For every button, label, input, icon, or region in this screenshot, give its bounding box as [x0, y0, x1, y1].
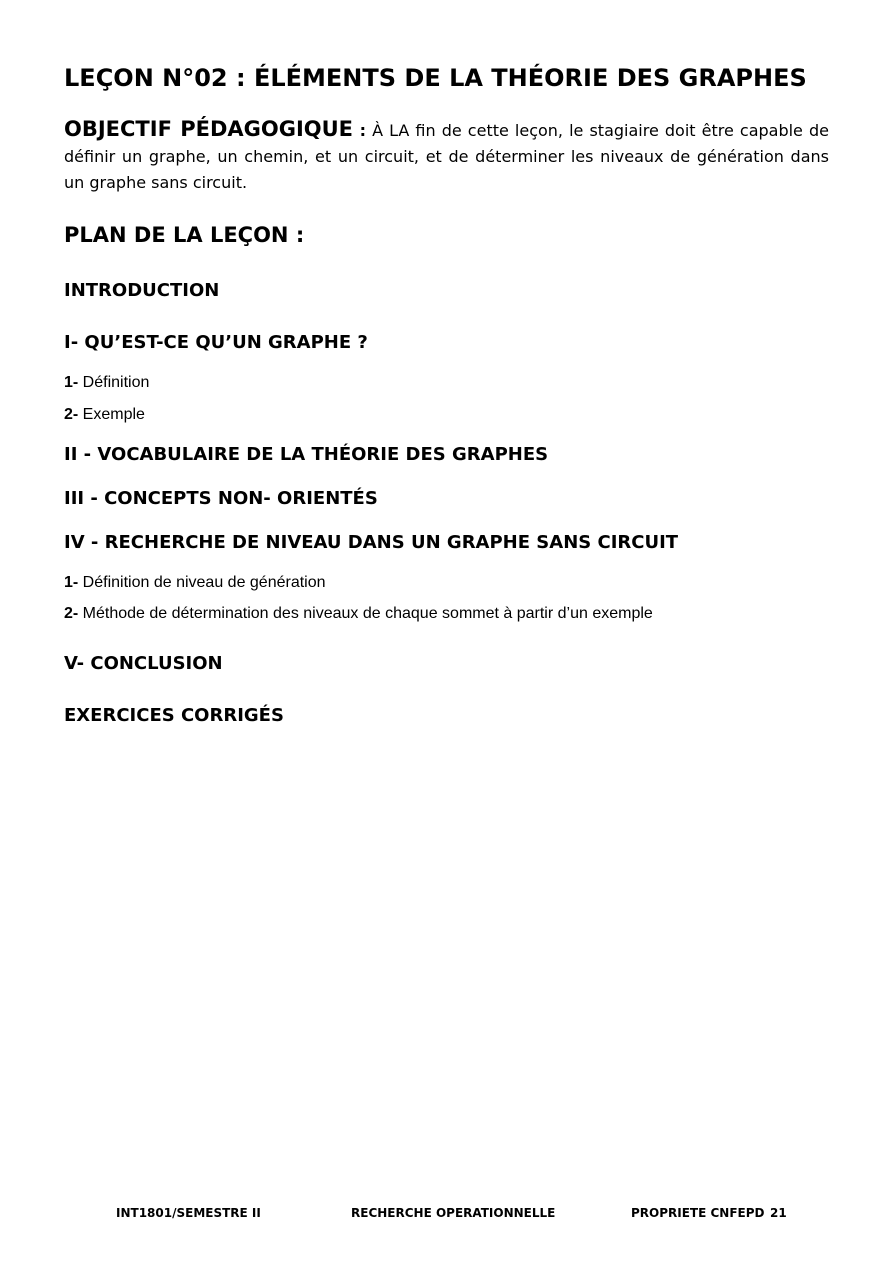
footer-course-code: INT1801/SEMESTRE II — [116, 1206, 261, 1220]
objective-label: OBJECTIF PÉDAGOGIQUE — [64, 117, 354, 141]
footer-page-number: 21 — [770, 1206, 787, 1220]
subitem-number: 1- — [64, 374, 79, 391]
plan-section-1: I- QU’EST-CE QU’UN GRAPHE ? — [64, 332, 368, 353]
plan-subitem — [64, 372, 829, 394]
plan-subitem — [64, 572, 829, 594]
footer-owner: PROPRIETE CNFEPD — [631, 1206, 765, 1220]
plan-section-4: IV - RECHERCHE DE NIVEAU DANS UN GRAPHE SANS CIRCUIT — [64, 532, 679, 553]
plan-title: PLAN DE LA LEÇON : — [64, 223, 305, 247]
lesson-objective — [64, 116, 829, 196]
lesson-content — [64, 60, 829, 729]
subitem-number: 2- — [64, 605, 79, 622]
plan-introduction: INTRODUCTION — [64, 280, 220, 301]
footer-course-name: RECHERCHE OPERATIONNELLE — [351, 1206, 556, 1220]
subitem-number: 2- — [64, 406, 79, 423]
subitem-text: Méthode de détermination des niveaux de chaque sommet à partir d’un exemple — [78, 605, 653, 622]
subitem-text: Définition — [78, 374, 150, 391]
plan-subitem — [64, 603, 829, 625]
plan-section-2: II - VOCABULAIRE DE LA THÉORIE DES GRAPHES — [64, 444, 549, 465]
objective-text: À LA fin de cette leçon, le stagiaire doit être capable de définir un graphe, un chemin, et un circuit, et de déterminer les niveaux de génération dans un graphe sans circuit. — [64, 121, 829, 192]
plan-subitem — [64, 404, 829, 426]
plan-section-3: III - CONCEPTS NON- ORIENTÉS — [64, 488, 378, 509]
plan-exercises: EXERCICES CORRIGÉS — [64, 705, 284, 726]
objective-colon: : — [353, 121, 366, 140]
lesson-title: LEÇON N°02 : ÉLÉMENTS DE LA THÉORIE DES GRAPHES — [64, 64, 807, 92]
plan-section-5: V- CONCLUSION — [64, 653, 223, 674]
subitem-text: Définition de niveau de génération — [78, 574, 326, 591]
subitem-number: 1- — [64, 574, 79, 591]
page-footer — [0, 1203, 893, 1223]
subitem-text: Exemple — [78, 406, 145, 423]
